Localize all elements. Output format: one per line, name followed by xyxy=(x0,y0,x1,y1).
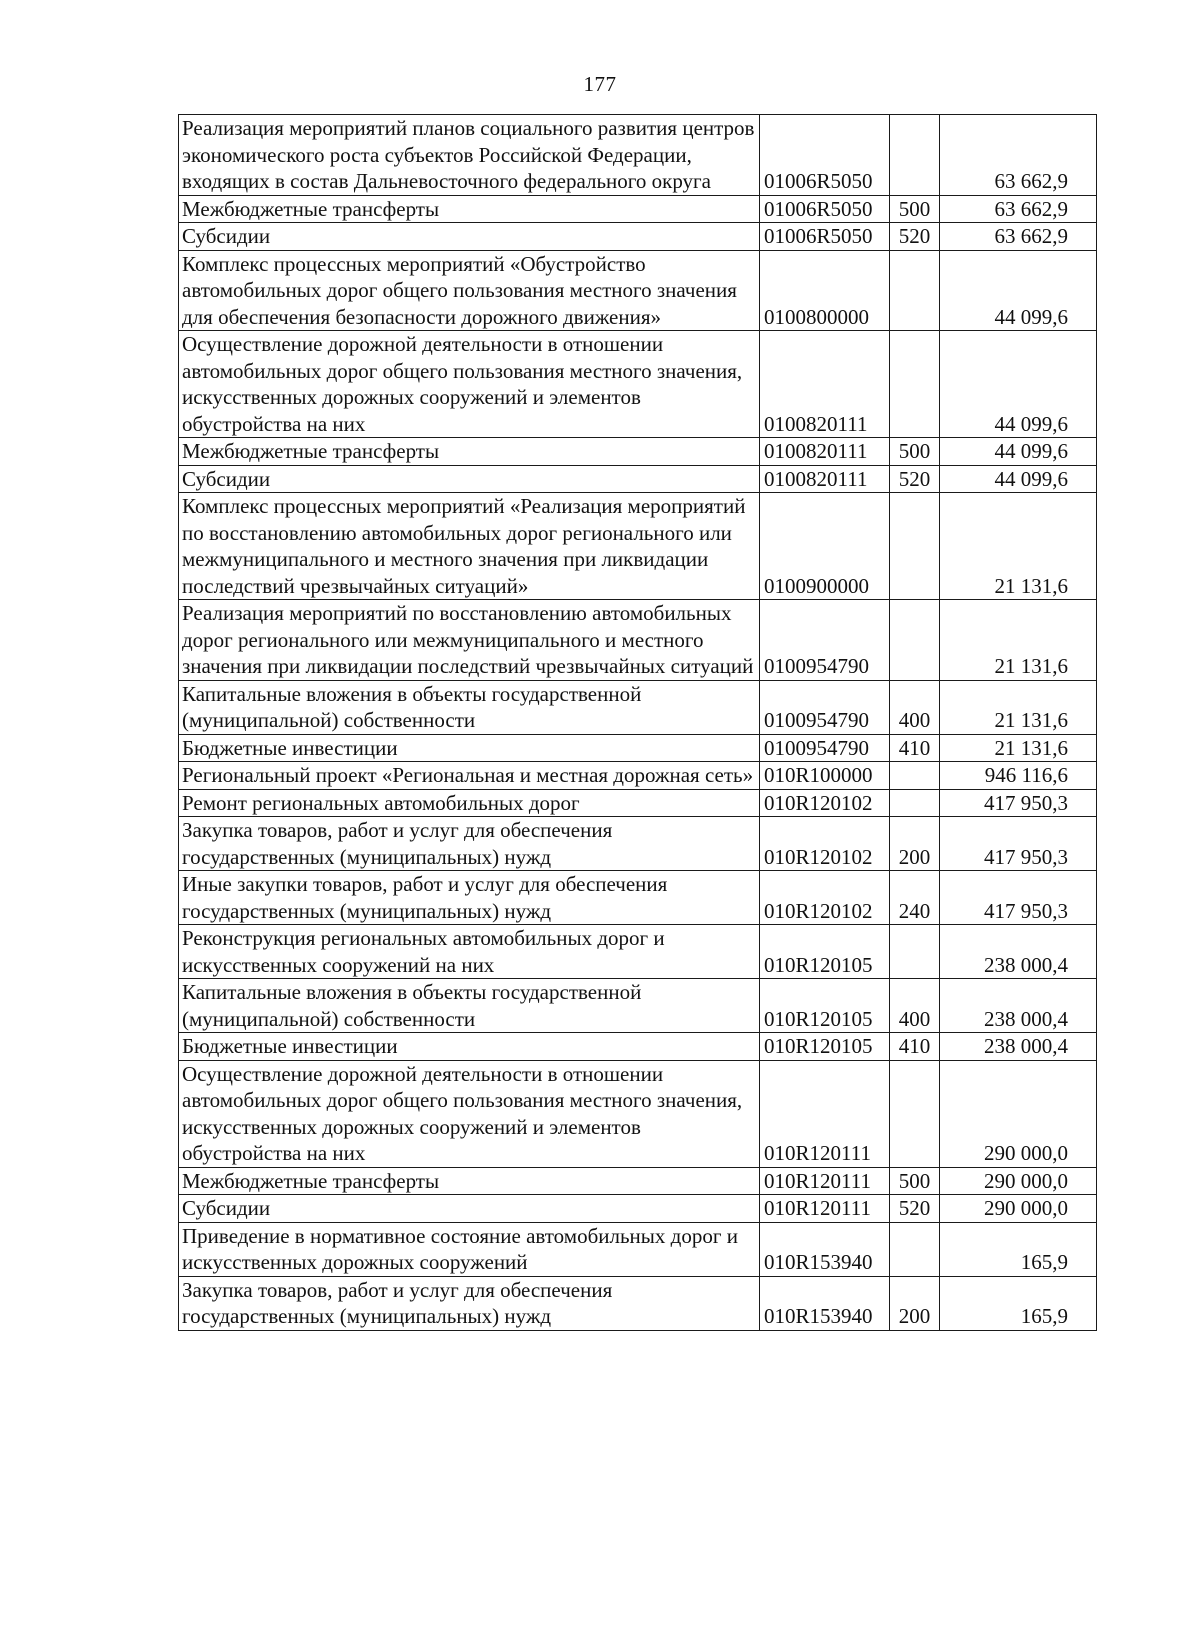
row-csr-cell: 010R120102 xyxy=(760,871,890,925)
row-vr-cell: 500 xyxy=(890,1167,940,1195)
row-vr-cell xyxy=(890,250,940,331)
row-name-cell: Иные закупки товаров, работ и услуг для обеспечения государственных (муниципальных) нужд xyxy=(179,871,760,925)
row-vr-cell xyxy=(890,925,940,979)
row-vr-cell xyxy=(890,789,940,817)
row-name-cell: Региональный проект «Региональная и местная дорожная сеть» xyxy=(179,762,760,790)
row-sum-cell: 21 131,6 xyxy=(940,600,1097,681)
row-vr-cell: 410 xyxy=(890,1033,940,1061)
table-row xyxy=(179,1167,1097,1195)
row-vr-cell xyxy=(890,331,940,438)
row-csr-cell: 0100820111 xyxy=(760,331,890,438)
row-name-cell: Межбюджетные трансферты xyxy=(179,195,760,223)
row-name-cell: Закупка товаров, работ и услуг для обеспечения государственных (муниципальных) нужд xyxy=(179,817,760,871)
row-sum-cell: 417 950,3 xyxy=(940,817,1097,871)
row-vr-cell xyxy=(890,762,940,790)
row-sum-cell: 238 000,4 xyxy=(940,925,1097,979)
row-sum-cell: 290 000,0 xyxy=(940,1060,1097,1167)
row-sum-cell: 63 662,9 xyxy=(940,195,1097,223)
row-sum-cell: 165,9 xyxy=(940,1222,1097,1276)
row-sum-cell: 63 662,9 xyxy=(940,223,1097,251)
row-vr-cell: 500 xyxy=(890,438,940,466)
budget-table xyxy=(178,114,1097,1331)
row-name-cell: Комплекс процессных мероприятий «Реализация мероприятий по восстановлению автомобильных дорог регионального или межмуниципального и местного значения при ликвидации последствий чрезвычайных ситуаций» xyxy=(179,493,760,600)
row-vr-cell: 500 xyxy=(890,195,940,223)
row-name-cell: Реконструкция региональных автомобильных дорог и искусственных сооружений на них xyxy=(179,925,760,979)
row-sum-cell: 44 099,6 xyxy=(940,438,1097,466)
row-name-cell: Капитальные вложения в объекты государственной (муниципальной) собственности xyxy=(179,680,760,734)
table-row xyxy=(179,1276,1097,1330)
row-vr-cell xyxy=(890,115,940,196)
row-name-cell: Субсидии xyxy=(179,223,760,251)
table-row xyxy=(179,925,1097,979)
row-name-cell: Реализация мероприятий по восстановлению автомобильных дорог регионального или межмуниципального и местного значения при ликвидации последствий чрезвычайных ситуаций xyxy=(179,600,760,681)
row-csr-cell: 010R120105 xyxy=(760,925,890,979)
row-name-cell: Закупка товаров, работ и услуг для обеспечения государственных (муниципальных) нужд xyxy=(179,1276,760,1330)
table-row xyxy=(179,817,1097,871)
row-csr-cell: 0100800000 xyxy=(760,250,890,331)
row-csr-cell: 010R153940 xyxy=(760,1222,890,1276)
row-name-cell: Субсидии xyxy=(179,1195,760,1223)
row-name-cell: Капитальные вложения в объекты государственной (муниципальной) собственности xyxy=(179,979,760,1033)
table-row xyxy=(179,600,1097,681)
row-csr-cell: 0100820111 xyxy=(760,438,890,466)
row-sum-cell: 417 950,3 xyxy=(940,871,1097,925)
row-sum-cell: 290 000,0 xyxy=(940,1167,1097,1195)
row-sum-cell: 21 131,6 xyxy=(940,734,1097,762)
table-row xyxy=(179,438,1097,466)
row-sum-cell: 946 116,6 xyxy=(940,762,1097,790)
table-row xyxy=(179,789,1097,817)
budget-table-body xyxy=(179,115,1097,1331)
row-csr-cell: 010R120105 xyxy=(760,1033,890,1061)
row-csr-cell: 01006R5050 xyxy=(760,195,890,223)
row-sum-cell: 290 000,0 xyxy=(940,1195,1097,1223)
row-vr-cell: 400 xyxy=(890,979,940,1033)
row-name-cell: Межбюджетные трансферты xyxy=(179,1167,760,1195)
row-vr-cell: 520 xyxy=(890,1195,940,1223)
table-row xyxy=(179,1222,1097,1276)
row-csr-cell: 010R120105 xyxy=(760,979,890,1033)
table-row xyxy=(179,762,1097,790)
row-csr-cell: 010R120111 xyxy=(760,1167,890,1195)
row-csr-cell: 010R120102 xyxy=(760,789,890,817)
row-sum-cell: 44 099,6 xyxy=(940,465,1097,493)
row-name-cell: Осуществление дорожной деятельности в отношении автомобильных дорог общего пользования местного значения, искусственных дорожных сооружений и элементов обустройства на них xyxy=(179,331,760,438)
row-sum-cell: 44 099,6 xyxy=(940,331,1097,438)
table-row xyxy=(179,979,1097,1033)
row-name-cell: Ремонт региональных автомобильных дорог xyxy=(179,789,760,817)
row-name-cell: Реализация мероприятий планов социального развития центров экономического роста субъектов Российской Федерации, входящих в состав Дальневосточного федерального округа xyxy=(179,115,760,196)
row-sum-cell: 21 131,6 xyxy=(940,493,1097,600)
row-vr-cell: 520 xyxy=(890,465,940,493)
row-name-cell: Межбюджетные трансферты xyxy=(179,438,760,466)
row-csr-cell: 010R120111 xyxy=(760,1060,890,1167)
row-sum-cell: 238 000,4 xyxy=(940,1033,1097,1061)
table-row xyxy=(179,115,1097,196)
row-vr-cell xyxy=(890,1222,940,1276)
table-row xyxy=(179,223,1097,251)
row-vr-cell xyxy=(890,600,940,681)
row-vr-cell: 520 xyxy=(890,223,940,251)
row-sum-cell: 238 000,4 xyxy=(940,979,1097,1033)
row-csr-cell: 010R120102 xyxy=(760,817,890,871)
table-row xyxy=(179,1195,1097,1223)
page-number: 177 xyxy=(583,72,617,96)
row-sum-cell: 44 099,6 xyxy=(940,250,1097,331)
row-csr-cell: 010R100000 xyxy=(760,762,890,790)
row-csr-cell: 0100954790 xyxy=(760,734,890,762)
row-name-cell: Приведение в нормативное состояние автомобильных дорог и искусственных дорожных сооружений xyxy=(179,1222,760,1276)
row-csr-cell: 0100900000 xyxy=(760,493,890,600)
table-row xyxy=(179,250,1097,331)
table-row xyxy=(179,871,1097,925)
row-name-cell: Осуществление дорожной деятельности в отношении автомобильных дорог общего пользования местного значения, искусственных дорожных сооружений и элементов обустройства на них xyxy=(179,1060,760,1167)
row-sum-cell: 63 662,9 xyxy=(940,115,1097,196)
table-row xyxy=(179,331,1097,438)
row-vr-cell: 240 xyxy=(890,871,940,925)
row-sum-cell: 21 131,6 xyxy=(940,680,1097,734)
table-row xyxy=(179,680,1097,734)
table-row xyxy=(179,1033,1097,1061)
row-sum-cell: 417 950,3 xyxy=(940,789,1097,817)
row-vr-cell: 400 xyxy=(890,680,940,734)
row-sum-cell: 165,9 xyxy=(940,1276,1097,1330)
row-name-cell: Бюджетные инвестиции xyxy=(179,734,760,762)
row-vr-cell: 200 xyxy=(890,1276,940,1330)
row-vr-cell: 410 xyxy=(890,734,940,762)
row-csr-cell: 0100820111 xyxy=(760,465,890,493)
table-row xyxy=(179,1060,1097,1167)
row-csr-cell: 0100954790 xyxy=(760,680,890,734)
row-vr-cell: 200 xyxy=(890,817,940,871)
row-csr-cell: 010R153940 xyxy=(760,1276,890,1330)
table-row xyxy=(179,465,1097,493)
row-name-cell: Субсидии xyxy=(179,465,760,493)
table-row xyxy=(179,195,1097,223)
row-vr-cell xyxy=(890,1060,940,1167)
table-row xyxy=(179,734,1097,762)
row-name-cell: Комплекс процессных мероприятий «Обустройство автомобильных дорог общего пользования местного значения для обеспечения безопасности дорожного движения» xyxy=(179,250,760,331)
row-vr-cell xyxy=(890,493,940,600)
row-csr-cell: 0100954790 xyxy=(760,600,890,681)
table-row xyxy=(179,493,1097,600)
row-csr-cell: 01006R5050 xyxy=(760,115,890,196)
row-csr-cell: 010R120111 xyxy=(760,1195,890,1223)
row-csr-cell: 01006R5050 xyxy=(760,223,890,251)
row-name-cell: Бюджетные инвестиции xyxy=(179,1033,760,1061)
